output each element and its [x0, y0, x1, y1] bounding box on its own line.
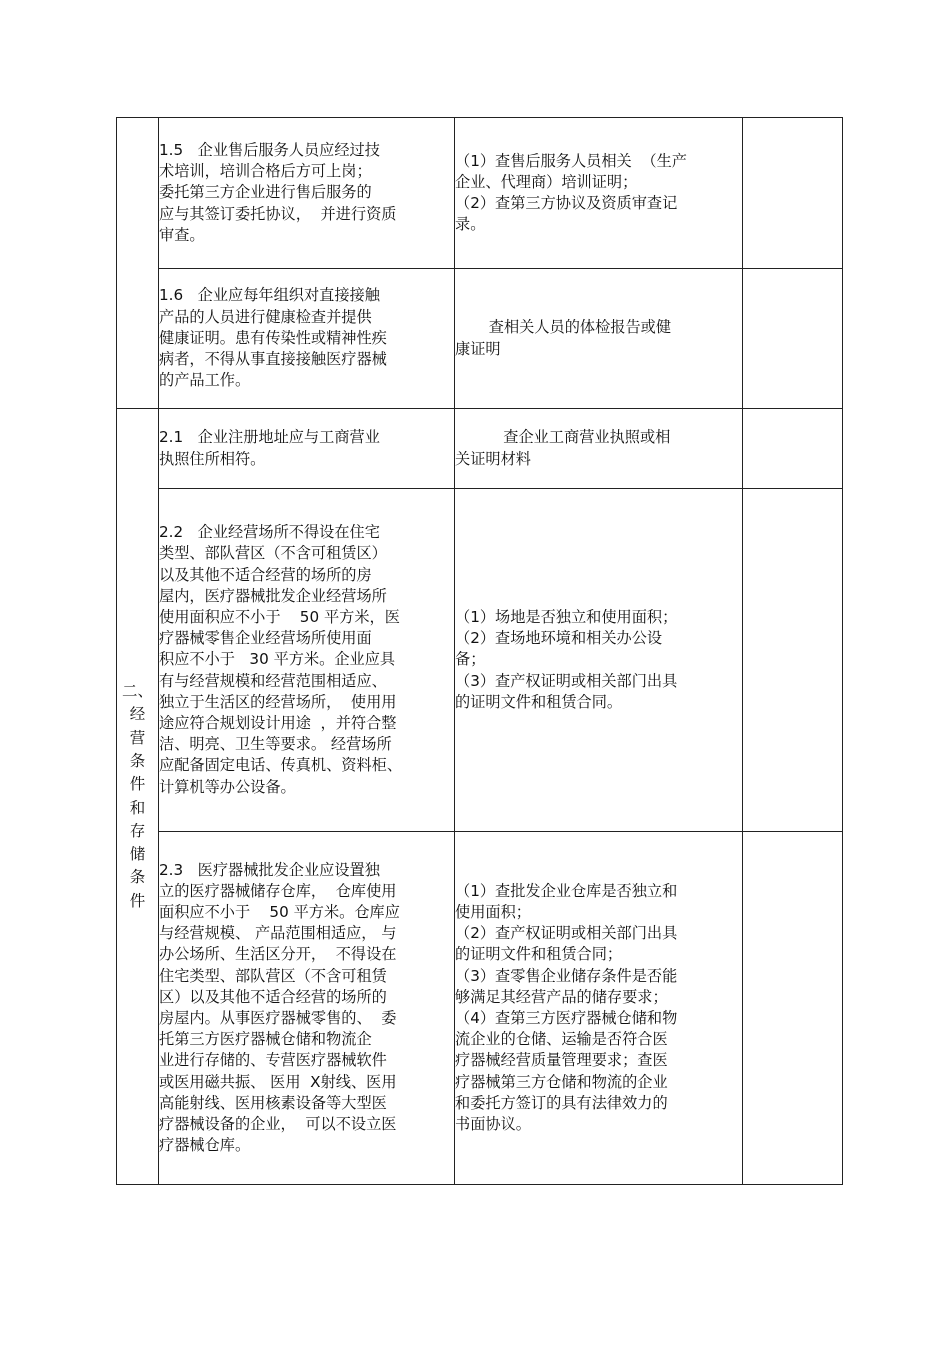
- requirement-line: 高能射线、医用核素设备等大型医: [159, 1093, 387, 1112]
- check-method-cell: [455, 269, 743, 409]
- requirement-line: 2.2 企业经营场所不得设在住宅: [159, 523, 380, 542]
- check-line: （1）查批发企业仓库是否独立和: [455, 881, 678, 900]
- requirement-line: 疗器械设备的企业， 可以不设立医: [159, 1115, 397, 1134]
- section-title-char: 二、: [121, 682, 153, 701]
- requirement-line: 术培训，培训合格后方可上岗；: [159, 162, 372, 181]
- requirement-line: 类型、部队营区（不含可租赁区）: [159, 544, 387, 563]
- requirement-line: 应配备固定电话、传真机、资料柜、: [159, 756, 402, 775]
- section-two-cell: [117, 409, 159, 1185]
- check-line: 够满足其经营产品的储存要求；: [455, 987, 668, 1006]
- check-line: 关证明材料: [455, 449, 531, 468]
- requirement-line: 健康证明。患有传染性或精神性疾: [159, 328, 387, 347]
- check-line: 企业、代理商）培训证明；: [455, 172, 638, 191]
- check-line: （2）查产权证明或相关部门出具: [455, 924, 678, 943]
- check-line: 疗器械经营质量管理要求；查医: [455, 1051, 668, 1070]
- table-row: [117, 409, 843, 489]
- check-line: 书面协议。: [455, 1115, 531, 1134]
- result-cell: [743, 832, 843, 1185]
- check-line: （1）查售后服务人员相关 （生产: [455, 151, 687, 170]
- requirement-line: 疗器械零售企业经营场所使用面: [159, 629, 372, 648]
- requirement-line: 区）以及其他不适合经营的场所的: [159, 987, 387, 1006]
- requirement-line: 的产品工作。: [159, 371, 251, 390]
- requirement-line: 1.5 企业售后服务人员应经过技: [159, 140, 380, 159]
- check-line: （4）查第三方医疗器械仓储和物: [455, 1009, 678, 1027]
- requirement-line: 面积应不小于 50 平方米。仓库应: [159, 902, 400, 921]
- check-method-cell: [455, 832, 743, 1185]
- requirement-line: 托第三方医疗器械仓储和物流企: [159, 1030, 372, 1049]
- check-line: 疗器械第三方仓储和物流的企业: [455, 1072, 668, 1091]
- check-line: 查相关人员的体检报告或健: [455, 318, 672, 337]
- requirement-line: 屋内，医疗器械批发企业经营场所: [159, 586, 387, 605]
- section-title-char: 储: [129, 845, 146, 864]
- table-row: [117, 832, 843, 1185]
- check-line: 查企业工商营业执照或相: [455, 428, 671, 447]
- requirement-line: 与经营规模、 产品范围相适应， 与: [159, 924, 397, 943]
- check-line: （3）查零售企业储存条件是否能: [455, 966, 678, 985]
- requirement-line: 计算机等办公设备。: [159, 777, 296, 796]
- section-title-char: 营: [129, 728, 146, 747]
- requirement-line: 使用面积应不小于 50 平方米，医: [159, 607, 400, 626]
- requirement-line: 执照住所相符。: [159, 449, 266, 468]
- section-title-char: 经: [129, 705, 146, 724]
- check-line: 康证明: [455, 339, 501, 358]
- check-line: （2）查第三方协议及资质审查记: [455, 194, 678, 212]
- check-line: （1）场地是否独立和使用面积；: [455, 607, 678, 626]
- requirement-line: 委托第三方企业进行售后服务的: [159, 183, 372, 202]
- requirement-line: 立的医疗器械储存仓库， 仓库使用: [159, 881, 397, 900]
- requirement-cell: [159, 832, 455, 1185]
- section-title-char: 和: [129, 798, 146, 817]
- check-method-cell: [455, 409, 743, 489]
- requirement-line: 有与经营规模和经营范围相适应、: [159, 671, 387, 690]
- check-method-cell: [455, 489, 743, 832]
- requirement-line: 业进行存储的、专营医疗器械软件: [159, 1051, 387, 1070]
- section-title-char: 件: [129, 775, 146, 794]
- check-line: 备；: [455, 650, 486, 669]
- result-cell: [743, 118, 843, 269]
- check-line: （2）查场地环境和相关办公设: [455, 629, 663, 648]
- section-title-char: 存: [129, 821, 146, 840]
- table-row: [117, 118, 843, 269]
- check-line: 流企业的仓储、运输是否符合医: [455, 1030, 668, 1049]
- requirement-cell: [159, 269, 455, 409]
- requirement-line: 独立于生活区的经营场所， 使用用: [159, 692, 397, 711]
- requirement-cell: [159, 118, 455, 269]
- requirement-line: 办公场所、生活区分开， 不得设在: [159, 945, 397, 964]
- table-row: [117, 269, 843, 409]
- requirement-line: 积应不小于 30 平方米。企业应具: [159, 650, 396, 669]
- check-method-cell: [455, 118, 743, 269]
- requirement-line: 洁、明亮、卫生等要求。 经营场所: [159, 735, 392, 754]
- requirement-line: 途应符合规划设计用途 ，并符合整: [159, 714, 397, 732]
- requirement-cell: [159, 489, 455, 832]
- check-line: 录。: [455, 215, 486, 234]
- check-line: 和委托方签订的具有法律效力的: [455, 1093, 668, 1112]
- check-line: 的证明文件和租赁合同；: [455, 945, 623, 964]
- check-line: 的证明文件和租赁合同。: [455, 692, 623, 711]
- requirement-line: 产品的人员进行健康检查并提供: [159, 307, 372, 326]
- requirement-line: 疗器械仓库。: [159, 1136, 251, 1155]
- section-one-cell: [117, 118, 159, 409]
- requirement-line: 房屋内。从事医疗器械零售的、 委: [159, 1009, 397, 1027]
- result-cell: [743, 269, 843, 409]
- requirement-line: 病者，不得从事直接接触医疗器械: [159, 350, 387, 369]
- requirement-line: 住宅类型、部队营区（不含可租赁: [159, 966, 387, 985]
- requirement-line: 2.1 企业注册地址应与工商营业: [159, 428, 380, 447]
- section-title-char: 条: [129, 751, 146, 770]
- section-title-char: 条: [129, 868, 146, 887]
- requirement-line: 或医用磁共振、 医用 X射线、医用: [159, 1072, 397, 1091]
- check-line: 使用面积；: [455, 902, 531, 921]
- requirement-line: 2.3 医疗器械批发企业应设置独: [159, 860, 380, 879]
- result-cell: [743, 489, 843, 832]
- section-title-char: 件: [129, 891, 146, 910]
- requirement-line: 1.6 企业应每年组织对直接接触: [159, 286, 380, 305]
- requirement-line: 以及其他不适合经营的场所的房: [159, 565, 372, 584]
- requirement-line: 应与其签订委托协议， 并进行资质: [159, 204, 397, 223]
- requirement-cell: [159, 409, 455, 489]
- check-line: （3）查产权证明或相关部门出具: [455, 671, 678, 690]
- inspection-table: [116, 117, 843, 1185]
- table-row: [117, 489, 843, 832]
- requirement-line: 审查。: [159, 225, 205, 244]
- result-cell: [743, 409, 843, 489]
